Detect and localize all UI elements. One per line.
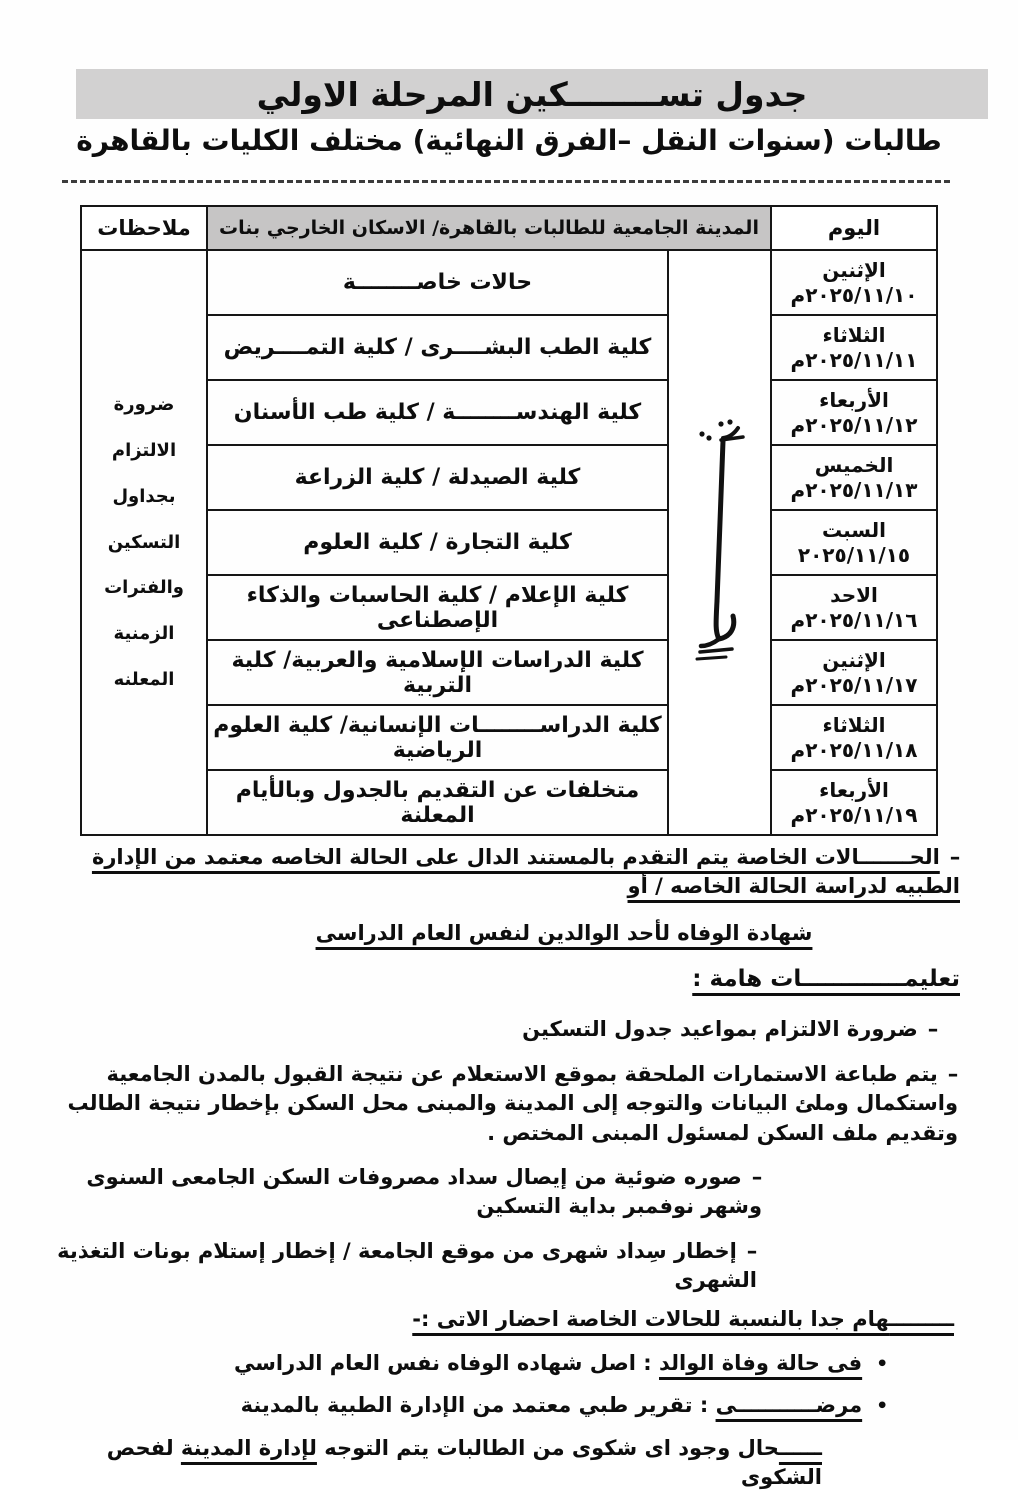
college-cell: متخلفات عن التقديم بالجدول وبالأيام المعلنة bbox=[207, 770, 668, 835]
instruction-item bbox=[48, 1163, 762, 1222]
instructions-heading-row bbox=[48, 963, 960, 1015]
dash-bullet: – bbox=[947, 1061, 958, 1086]
day-date: ٢٠٢٥/١١/١٣م bbox=[790, 477, 918, 502]
important-heading bbox=[412, 1307, 954, 1331]
college-cell: حالات خاصــــــــة bbox=[207, 250, 668, 315]
day-name: الإثنين bbox=[822, 647, 886, 672]
case-label: فى حالة وفاة الوالد bbox=[659, 1350, 863, 1375]
instruction-text: يتم طباعة الاستمارات الملحقة بموقع الاستعلام عن نتيجة القبول بالمدن الجامعية واستكمال وملئ البيانات والتوجه إلى المدينة والمبنى محل السكن بإخطار نتيجة الطالب وتقديم ملف السكن لمسئول المبنى المختص . bbox=[67, 1061, 958, 1145]
table-row bbox=[81, 575, 937, 640]
day-name: الثلاثاء bbox=[822, 712, 886, 737]
complaints-note bbox=[48, 1434, 822, 1492]
dash-bullet: – bbox=[746, 1238, 757, 1263]
important-heading-row bbox=[48, 1305, 954, 1334]
day-date: ٢٠٢٥/١١/١٢م bbox=[790, 412, 918, 437]
day-column-header: اليوم bbox=[771, 206, 937, 250]
signature-mark bbox=[673, 253, 766, 832]
day-cell bbox=[771, 510, 937, 575]
dash-bullet: – bbox=[927, 1017, 938, 1042]
day-date: ٢٠٢٥/١١/١٩م bbox=[790, 802, 918, 827]
complaints-text: حال وجود اى شكوى من الطالبات يتم التوجه bbox=[316, 1435, 779, 1460]
notes-line: بجداول التسكين bbox=[107, 485, 181, 553]
day-name: السبت bbox=[821, 517, 887, 542]
instruction-text: إخطار سِداد شهرى من موقع الجامعة / إخطار إستلام بونات التغذية الشهرى bbox=[57, 1238, 757, 1293]
day-cell bbox=[771, 575, 937, 640]
signature-cell bbox=[668, 250, 771, 835]
table-row bbox=[81, 380, 937, 445]
instruction-text: ضرورة الالتزام بمواعيد جدول التسكين bbox=[522, 1017, 918, 1042]
day-name: الإثنين bbox=[822, 257, 886, 282]
instruction-item bbox=[48, 1015, 938, 1044]
special-cases-text: شهادة الوفاه لأحد الوالدين لنفس العام الدراسى bbox=[315, 920, 813, 945]
tatweel-prefix: ـــــــــ bbox=[889, 1307, 954, 1332]
complaints-text: لفحص الشكوى bbox=[106, 1435, 822, 1490]
dot-bullet: • bbox=[876, 1352, 888, 1375]
notes-line: المعلنه bbox=[113, 669, 175, 691]
notes-merged-cell bbox=[81, 250, 207, 835]
case-bullet-item bbox=[48, 1391, 888, 1420]
housing-schedule-table bbox=[80, 205, 938, 836]
dashed-divider bbox=[62, 180, 950, 183]
table-row bbox=[81, 510, 937, 575]
college-cell: كلية الصيدلة / كلية الزراعة bbox=[207, 445, 668, 510]
document-title-band bbox=[76, 69, 988, 119]
day-date: ٢٠٢٥/١١/١٧م bbox=[790, 672, 918, 697]
case-label: مرضـــــــــــى bbox=[715, 1393, 863, 1418]
day-name: الأربعاء bbox=[819, 777, 889, 802]
college-cell: كلية التجارة / كلية العلوم bbox=[207, 510, 668, 575]
table-row bbox=[81, 705, 937, 770]
special-cases-line2 bbox=[48, 919, 960, 948]
case-separator: : bbox=[635, 1350, 660, 1375]
day-cell bbox=[771, 640, 937, 705]
special-cases-text: الحـــــــالات الخاصة يتم التقدم بالمستند الدال على الحالة الخاصه معتمد من الإدارة الطبيه لدراسة الحالة الخاصه / أو bbox=[91, 845, 960, 899]
day-cell bbox=[771, 380, 937, 445]
case-text: اصل شهاده الوفاه نفس العام الدراسي bbox=[234, 1350, 636, 1375]
instruction-item bbox=[58, 1060, 958, 1148]
college-cell: كلية الدراسات الإسلامية والعربية/ كلية التربية bbox=[207, 640, 668, 705]
college-cell: كلية الدراســــــــات الإنسانية/ كلية العلوم الرياضية bbox=[207, 705, 668, 770]
table-header-row bbox=[81, 206, 937, 250]
instructions-heading: تعليمـــــــــــــات هامة : bbox=[692, 966, 960, 993]
day-date: ٢٠٢٥/١١/١٠م bbox=[790, 282, 918, 307]
table-row bbox=[81, 315, 937, 380]
case-separator: : bbox=[692, 1393, 716, 1418]
day-name: الخميس bbox=[814, 452, 894, 477]
tatweel-prefix: ــــــ bbox=[778, 1435, 822, 1460]
notes-column-header: ملاحظات bbox=[81, 206, 207, 250]
day-date: ٢٠٢٥/١١/١٦م bbox=[790, 607, 918, 632]
day-cell bbox=[771, 705, 937, 770]
case-bullet-item bbox=[48, 1349, 888, 1378]
table-row bbox=[81, 250, 937, 315]
day-date: ٢٠٢٥/١١/١٥ bbox=[797, 542, 911, 567]
instruction-text: صوره ضوئية من إيصال سداد مصروفات السكن الجامعى السنوى وشهر نوفمبر بداية التسكين bbox=[86, 1164, 762, 1219]
table-row bbox=[81, 770, 937, 835]
day-name: الاحد bbox=[830, 582, 878, 607]
special-cases-note bbox=[48, 843, 960, 948]
dash-bullet: – bbox=[949, 845, 960, 869]
college-cell: كلية الهندســــــــة / كلية طب الأسنان bbox=[207, 380, 668, 445]
day-date: ٢٠٢٥/١١/١٨م bbox=[790, 737, 918, 762]
table-row bbox=[81, 445, 937, 510]
footnotes-section bbox=[48, 843, 960, 1492]
college-cell: كلية الإعلام / كلية الحاسبات والذكاء الإصطناعى bbox=[207, 575, 668, 640]
college-cell: كلية الطب البشــــرى / كلية التمــــريض bbox=[207, 315, 668, 380]
page-title: جدول تســــــــكين المرحلة الاولي bbox=[256, 74, 808, 114]
important-heading-text: هام جدا بالنسبة للحالات الخاصة احضار الاتى :- bbox=[412, 1307, 890, 1332]
instruction-item bbox=[48, 1237, 757, 1296]
day-cell bbox=[771, 250, 937, 315]
notes-line: والفترات الزمنية bbox=[104, 577, 184, 645]
dot-bullet: • bbox=[876, 1395, 888, 1418]
day-cell bbox=[771, 315, 937, 380]
table-row bbox=[81, 640, 937, 705]
special-cases-line1 bbox=[48, 843, 960, 902]
day-cell bbox=[771, 445, 937, 510]
notes-line: ضرورة الالتزام bbox=[111, 393, 177, 461]
case-text: تقرير طبي معتمد من الإدارة الطبية بالمدينة bbox=[240, 1393, 693, 1418]
day-cell bbox=[771, 770, 937, 835]
city-administration-emphasis: لإدارة المدينة bbox=[180, 1435, 317, 1460]
dash-bullet: – bbox=[751, 1164, 762, 1189]
page-subtitle: طالبات (سنوات النقل –الفرق النهائية) مختلف الكليات بالقاهرة bbox=[76, 124, 942, 157]
day-date: ٢٠٢٥/١١/١١م bbox=[790, 347, 918, 372]
signature-scribble-icon bbox=[688, 418, 752, 668]
dorm-city-column-header: المدينة الجامعية للطالبات بالقاهرة/ الاسكان الخارجي بنات bbox=[207, 206, 771, 250]
day-name: الأربعاء bbox=[819, 387, 889, 412]
day-name: الثلاثاء bbox=[822, 322, 886, 347]
